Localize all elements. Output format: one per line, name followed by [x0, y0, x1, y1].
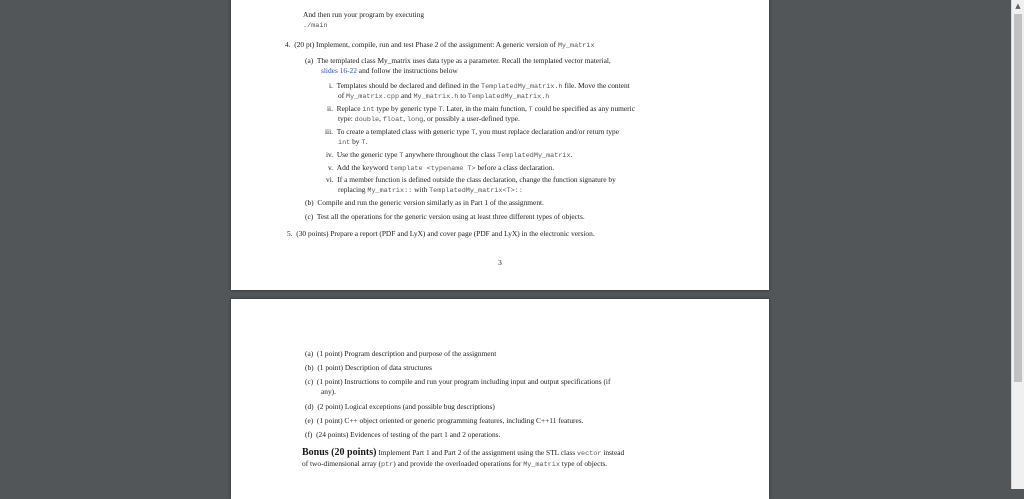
report-item-e: (e) (1 point) C++ object oriented or generic programming features, including C++11 features.: [305, 416, 584, 425]
step-vi-line2: replacing My_matrix:: with TemplatedMy_matrix<T>::: [338, 185, 523, 195]
step-iii: iii. To create a templated class with generic type T, you must replace declaration and/or return type: [325, 127, 619, 137]
page-number: 3: [498, 258, 502, 267]
text-line: And then run your program by executing: [303, 10, 425, 19]
bonus-line2: of two-dimensional array (ptr) and provide the overloaded operations for My_matrix type of objects.: [302, 459, 608, 469]
step-v: v. Add the keyword template <typename T> before a class declaration.: [328, 163, 555, 173]
vertical-scrollbar[interactable]: [1011, 0, 1024, 489]
sub-item-c: (c) Test all the operations for the generic version using at least three different types of objects.: [305, 212, 585, 221]
list-item-5: 5. (30 points) Prepare a report (PDF and LyX) and cover page (PDF and LyX) in the electronic version.: [287, 229, 595, 238]
slides-link[interactable]: slides 16-22: [321, 66, 357, 75]
list-item-4: 4. (20 pt) Implement, compile, run and test Phase 2 of the assignment: A generic version of My_matrix: [285, 40, 595, 50]
report-item-d: (d) (2 point) Logical exceptions (and possible bug descriptions): [305, 402, 495, 411]
sub-item-a-line2: slides 16-22 and follow the instructions below: [321, 66, 458, 75]
scroll-up-arrow-icon[interactable]: ▲: [1015, 2, 1021, 10]
step-vi: vi. If a member function is defined outside the class declaration, change the function signature by: [326, 175, 616, 184]
step-i-line2: of My_matrix.cpp and My_matrix.h to TemplatedMy_matrix.h: [338, 91, 550, 101]
report-item-c-line2: any).: [321, 387, 336, 396]
report-item-a: (a) (1 point) Program description and purpose of the assignment: [305, 349, 497, 358]
scrollbar-thumb[interactable]: [1014, 14, 1022, 382]
bonus-title: Bonus (20 points): [302, 447, 377, 458]
report-item-c: (c) (1 point) Instructions to compile and run your program including input and output specifications (if: [305, 377, 611, 386]
step-ii: ii. Replace int type by generic type T. Later, in the main function, T could be specified as any numeric: [327, 104, 635, 114]
step-iv: iv. Use the generic type T anywhere throughout the class TemplatedMy_matrix.: [326, 150, 573, 160]
report-item-b: (b) (1 point) Description of data structures: [305, 363, 433, 372]
document-page-4: [231, 299, 769, 499]
step-iii-line2: int by T.: [338, 137, 368, 147]
bonus-line1: Bonus (20 points) Implement Part 1 and Part 2 of the assignment using the STL class vector instead: [302, 447, 625, 458]
document-page-3: [231, 0, 769, 290]
step-ii-line2: type: double, float, long, or possibly a user-defined type.: [338, 114, 520, 124]
code-line: ./main: [303, 22, 328, 30]
sub-item-b: (b) Compile and run the generic version similarly as in Part 1 of the assignment.: [305, 198, 544, 207]
step-i: i. Templates should be declared and defined in the TemplatedMy_matrix.h file. Move the content: [329, 81, 630, 91]
sub-item-a: (a) The templated class My_matrix uses data type as a parameter. Recall the templated vector material,: [305, 56, 611, 65]
report-item-f: (f) (24 points) Evidences of testing of the part 1 and 2 operations.: [305, 430, 501, 439]
